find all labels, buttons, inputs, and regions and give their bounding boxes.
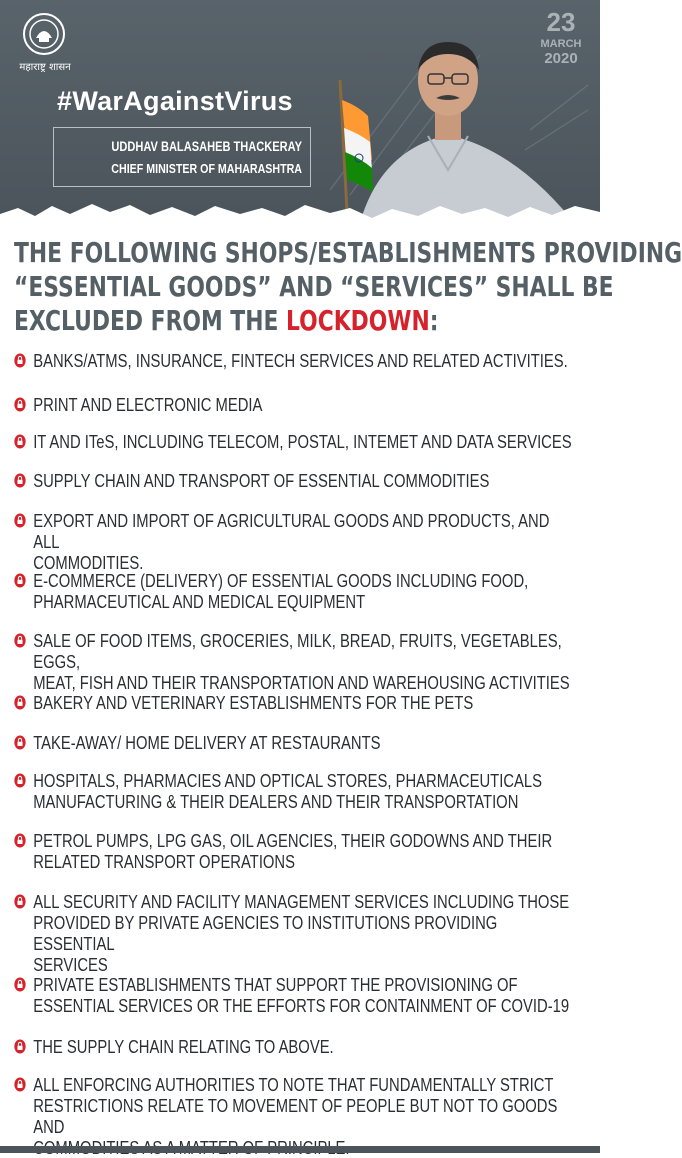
lock-icon <box>14 977 26 992</box>
list-item <box>14 570 574 612</box>
list-item-text: TAKE-AWAY/ HOME DELIVERY AT RESTAURANTS <box>33 732 381 753</box>
lock-icon <box>14 1039 26 1054</box>
list-item-text: PETROL PUMPS, LPG GAS, OIL AGENCIES, THEIR GODOWNS AND THEIR RELATED TRANSPORT OPERATIONS <box>33 830 553 872</box>
lock-icon <box>14 735 26 750</box>
list-item <box>14 692 574 713</box>
lock-icon <box>14 434 26 449</box>
list-item-text: BANKS/ATMS, INSURANCE, FINTECH SERVICES AND RELATED ACTIVITIES. <box>33 350 568 371</box>
person-title: CHIEF MINISTER OF MAHARASHTRA <box>111 161 302 176</box>
list-item <box>14 394 574 415</box>
lock-icon <box>14 1077 26 1092</box>
list-item-text: IT AND ITeS, INCLUDING TELECOM, POSTAL, INTEMET AND DATA SERVICES <box>33 431 572 452</box>
person-name: UDDHAV BALASAHEB THACKERAY <box>111 139 302 154</box>
list-item-text: SUPPLY CHAIN AND TRANSPORT OF ESSENTIAL COMMODITIES <box>33 470 490 491</box>
list-item-text: PRINT AND ELECTRONIC MEDIA <box>33 394 263 415</box>
date-month: MARCH <box>540 38 582 50</box>
list-item-text: ALL ENFORCING AUTHORITIES TO NOTE THAT FUNDAMENTALLY STRICT RESTRICTIONS RELATE TO MOVEMENT OF PEOPLE BUT NOT TO GOODS AND <box>33 1074 558 1137</box>
hashtag-title: #WarAgainstVirus <box>57 86 293 116</box>
lock-icon <box>14 894 26 909</box>
lock-icon <box>14 695 26 710</box>
list-item <box>14 770 574 812</box>
list-item <box>14 891 574 975</box>
list-item-text: ALL SECURITY AND FACILITY MANAGEMENT SERVICES INCLUDING THOSE PROVIDED BY PRIVATE AGENCIES TO INSTITUTIONS PROVIDING ESSENTIAL SERVICES <box>33 891 570 975</box>
date-year: 2020 <box>544 50 578 67</box>
list-item <box>14 974 574 1016</box>
name-plate <box>53 127 311 187</box>
list-item <box>14 630 574 693</box>
lock-icon <box>14 353 26 368</box>
lock-icon <box>14 397 26 412</box>
lock-icon <box>14 773 26 788</box>
heading-line-3-prefix: EXCLUDED FROM THE <box>14 304 287 337</box>
maharashtra-seal-icon <box>22 12 66 56</box>
list-item-text: E-COMMERCE (DELIVERY) OF ESSENTIAL GOODS INCLUDING FOOD, PHARMACEUTICAL AND MEDICAL EQUIPMENT <box>33 570 529 612</box>
list-item-text: THE SUPPLY CHAIN RELATING TO ABOVE. <box>33 1036 334 1057</box>
heading-line-3-suffix: : <box>429 304 439 337</box>
bottom-bar <box>0 1146 600 1153</box>
seal-caption: महाराष्ट्र शासन <box>19 62 71 73</box>
list-item-text: SALE OF FOOD ITEMS, GROCERIES, MILK, BREAD, FRUITS, VEGETABLES, EGGS, MEAT, FISH AND THEIR TRANSPORTATION AND WAREHOUSING ACTIVITIES <box>33 630 570 693</box>
heading-line-1: THE FOLLOWING SHOPS/ESTABLISHMENTS PROVIDING <box>14 236 682 269</box>
lock-icon <box>14 573 26 588</box>
list-item <box>14 350 574 371</box>
heading-line-2: “ESSENTIAL GOODS” AND “SERVICES” SHALL BE <box>14 270 614 303</box>
header-banner <box>0 0 600 225</box>
date-day: 23 <box>546 7 576 37</box>
lock-icon <box>14 513 26 528</box>
heading-line-3 <box>14 304 462 338</box>
lock-icon <box>14 473 26 488</box>
list-item-text: BAKERY AND VETERINARY ESTABLISHMENTS FOR THE PETS <box>33 692 474 713</box>
list-item <box>14 1036 574 1057</box>
list-item <box>14 470 574 491</box>
list-item <box>14 732 574 753</box>
list-item-text: HOSPITALS, PHARMACIES AND OPTICAL STORES, PHARMACEUTICALS MANUFACTURING & THEIR DEALERS AND THEIR TRANSPORTATION <box>33 770 542 812</box>
list-item-text: EXPORT AND IMPORT OF AGRICULTURAL GOODS AND PRODUCTS, AND ALL COMMODITIES. <box>33 510 550 573</box>
heading-accent-word: LOCKDOWN <box>286 304 430 337</box>
list-item <box>14 830 574 872</box>
list-item <box>14 431 574 452</box>
list-item <box>14 510 574 573</box>
torn-paper-edge <box>0 196 600 236</box>
lock-icon <box>14 633 26 648</box>
page-heading <box>14 236 682 338</box>
lock-icon <box>14 833 26 848</box>
list-item-text: PRIVATE ESTABLISHMENTS THAT SUPPORT THE PROVISIONING OF ESSENTIAL SERVICES OR THE EFFORTS FOR CONTAINMENT OF COVID-19 <box>33 974 570 1016</box>
